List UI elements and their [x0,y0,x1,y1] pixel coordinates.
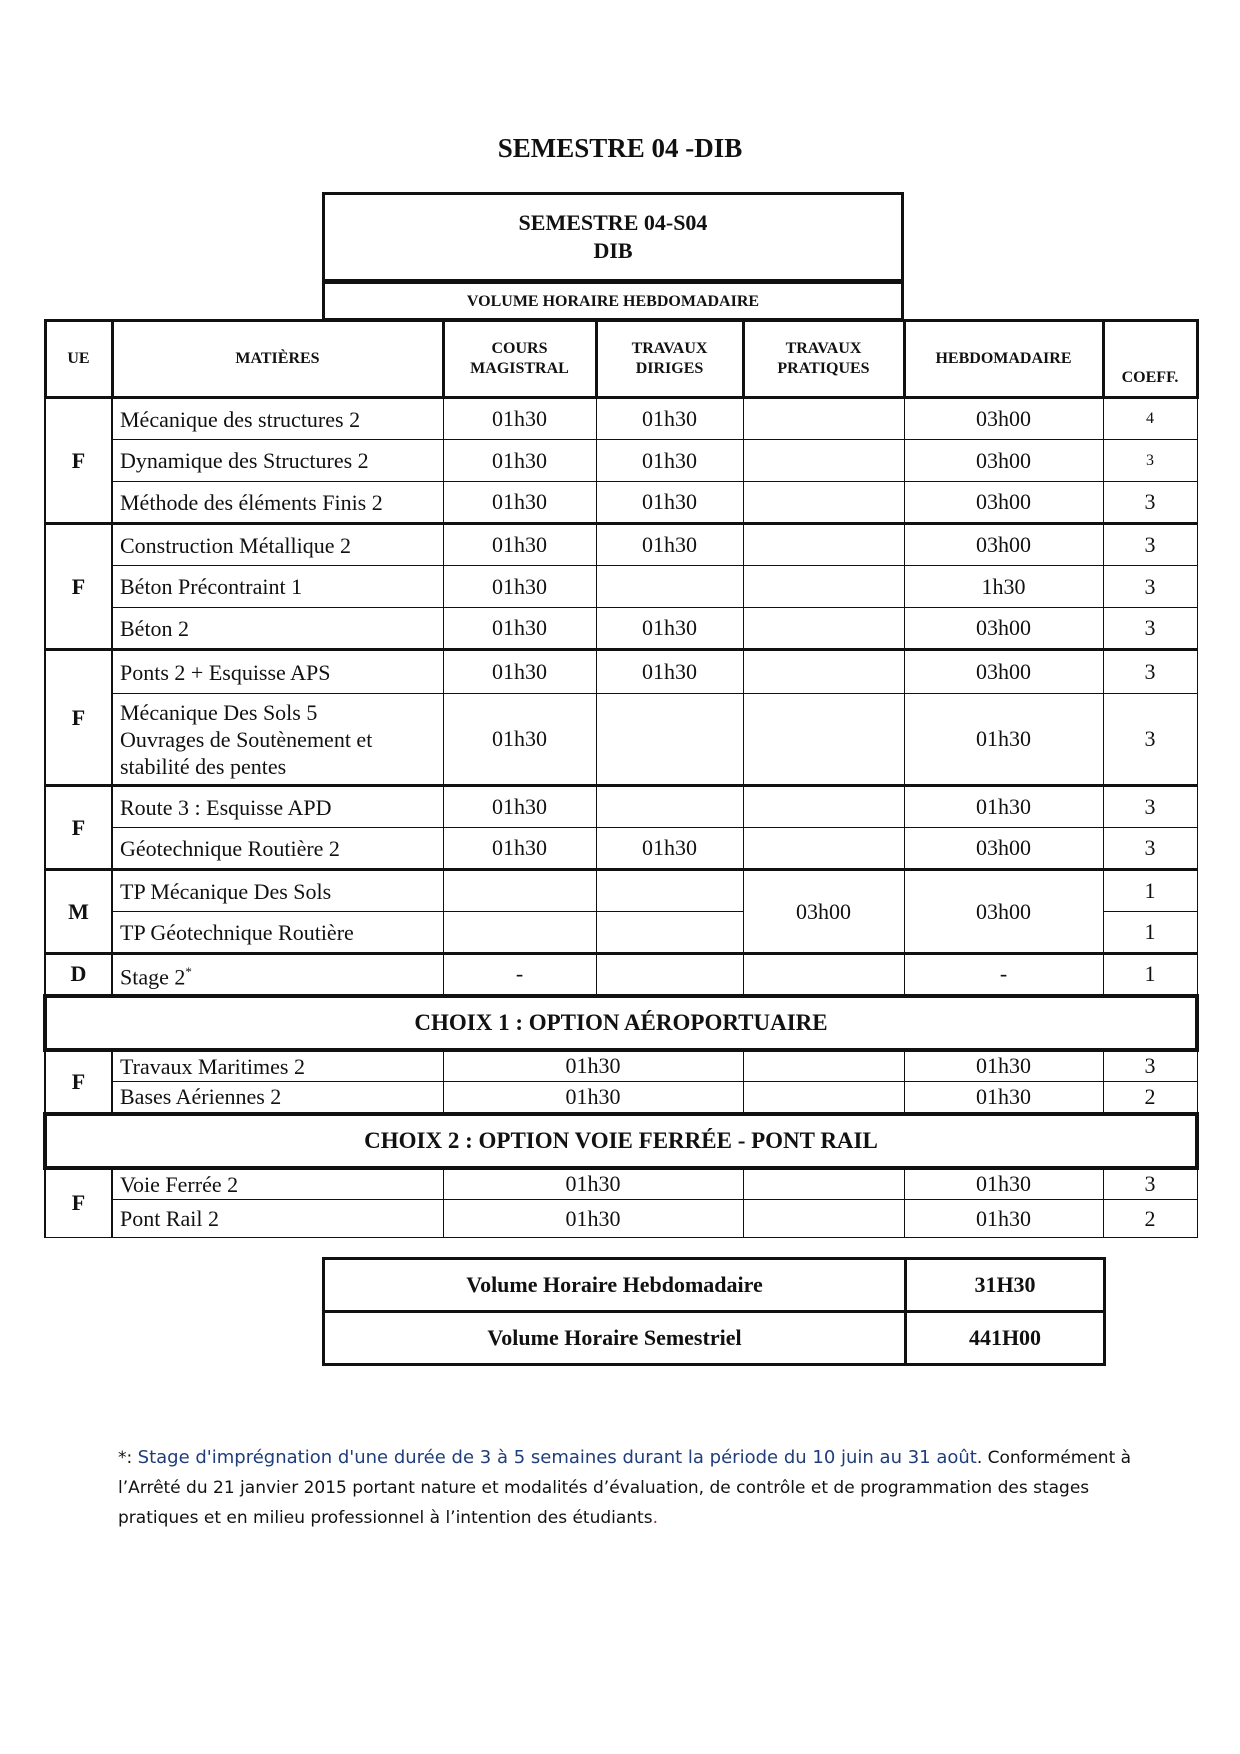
matiere-cell: TP Mécanique Des Sols [112,870,443,912]
coeff-cell: 3 [1103,694,1197,786]
cours-cell: 01h30 [443,1168,743,1200]
ue-cell: F [45,786,112,870]
hebdo-cell: 01h30 [904,1050,1103,1082]
matiere-cell [112,954,443,996]
cours-cell: 01h30 [443,1082,743,1114]
matiere-cell: Dynamique des Structures 2 [112,440,443,482]
page-title: SEMESTRE 04 -DIB [497,133,743,163]
hebdo-cell: 03h00 [904,870,1103,954]
choice-header-row [45,996,1197,1050]
coeff-cell: 3 [1103,608,1197,650]
col-hebdomadaire: HEBDOMADAIRE [904,321,1103,398]
td-cell: 01h30 [596,608,743,650]
matiere-cell: Ponts 2 + Esquisse APS [112,650,443,694]
hebdo-cell: 01h30 [904,1168,1103,1200]
tp-cell [743,1200,904,1238]
cm-cell: 01h30 [443,566,596,608]
col-td-l1: TRAVAUX [631,340,708,357]
ue-cell: F [45,524,112,650]
coeff-cell: 3 [1103,1050,1197,1082]
coeff-cell: 3 [1103,650,1197,694]
tp-cell [743,954,904,996]
total-hebdo-row [324,1259,1105,1312]
matiere-cell: Pont Rail 2 [112,1200,443,1238]
col-ue: UE [45,321,112,398]
tp-cell [743,1082,904,1114]
hebdo-cell: 1h30 [904,566,1103,608]
course-table [43,319,1199,1238]
coeff-cell: 3 [1103,566,1197,608]
table-row [45,1082,1197,1114]
matiere-text: Stage 2 [120,964,186,990]
semester-program: DIB [593,238,633,263]
table-row [45,1200,1197,1238]
ue-cell: F [45,398,112,524]
matiere-cell [112,694,443,786]
hebdo-cell: 01h30 [904,1200,1103,1238]
tp-cell [743,566,904,608]
hebdo-cell: 03h00 [904,524,1103,566]
cm-cell [443,870,596,912]
coeff-cell: 3 [1103,524,1197,566]
td-cell: 01h30 [596,650,743,694]
matiere-line: Ouvrages de Soutènement et [120,726,373,752]
col-coeff: COEFF. [1103,321,1197,398]
table-row [45,1050,1197,1082]
ue-cell: F [45,1168,112,1238]
matiere-cell: Béton Précontraint 1 [112,566,443,608]
hebdo-cell: 03h00 [904,482,1103,524]
table-row [45,650,1197,694]
semester-header [322,192,904,282]
matiere-cell: Travaux Maritimes 2 [112,1050,443,1082]
tp-cell [743,694,904,786]
tp-cell [743,1050,904,1082]
matiere-line: Mécanique Des Sols 5 [120,699,318,725]
footnote-end: . [652,1508,658,1528]
choice-header-row [45,1114,1197,1168]
hebdo-cell: 01h30 [904,694,1103,786]
coeff-cell: 1 [1103,912,1197,954]
table-row [45,954,1197,996]
cours-cell: 01h30 [443,1050,743,1082]
footnote [118,1443,1168,1533]
coeff-cell: 1 [1103,870,1197,912]
cm-cell: 01h30 [443,440,596,482]
matiere-cell: Route 3 : Esquisse APD [112,786,443,828]
col-tp-l2: PRATIQUES [777,360,870,377]
cm-cell: 01h30 [443,524,596,566]
tp-cell [743,828,904,870]
hebdo-cell: 03h00 [904,650,1103,694]
cours-cell: 01h30 [443,1200,743,1238]
matiere-cell: TP Géotechnique Routière [112,912,443,954]
table-row [45,1168,1197,1200]
td-cell [596,954,743,996]
td-cell [596,694,743,786]
coeff-cell: 3 [1103,828,1197,870]
total-sem-row [324,1312,1105,1365]
choice-2-label: CHOIX 2 : OPTION VOIE FERRÉE - PONT RAIL [45,1114,1197,1168]
tp-cell [743,440,904,482]
total-sem-value: 441H00 [906,1312,1105,1365]
col-tp-l1: TRAVAUX [785,340,862,357]
cm-cell: 01h30 [443,694,596,786]
table-row [45,786,1197,828]
table-row [45,566,1197,608]
cm-cell: 01h30 [443,650,596,694]
cm-cell: 01h30 [443,828,596,870]
table-row [45,524,1197,566]
ue-cell: F [45,650,112,786]
table-row [45,828,1197,870]
totals-table [322,1257,1106,1366]
matiere-cell: Béton 2 [112,608,443,650]
semester-code: SEMESTRE 04-S04 [518,210,708,235]
hebdo-cell: 03h00 [904,398,1103,440]
td-cell: 01h30 [596,828,743,870]
cm-cell: 01h30 [443,786,596,828]
footnote-stage-text: Stage d'imprégnation d'une durée de 3 à 5 semaines durant la période du 10 juin au 31 août [137,1447,977,1468]
tp-cell: 03h00 [743,870,904,954]
total-hebdo-label: Volume Horaire Hebdomadaire [324,1259,906,1312]
tp-cell [743,482,904,524]
matiere-cell: Méthode des éléments Finis 2 [112,482,443,524]
col-cm-l1: COURS [491,340,548,357]
td-cell: 01h30 [596,398,743,440]
table-row [45,870,1197,912]
col-td-l2: DIRIGES [635,360,704,377]
td-cell [596,786,743,828]
tp-cell [743,1168,904,1200]
tp-cell [743,398,904,440]
matiere-cell: Bases Aériennes 2 [112,1082,443,1114]
hebdo-cell: 01h30 [904,786,1103,828]
footnote-sep: : [126,1448,138,1468]
table-row [45,398,1197,440]
total-sem-label: Volume Horaire Semestriel [324,1312,906,1365]
ue-cell: D [45,954,112,996]
tp-cell [743,786,904,828]
hebdo-cell: - [904,954,1103,996]
table-row [45,694,1197,786]
matiere-cell: Géotechnique Routière 2 [112,828,443,870]
hebdo-cell: 03h00 [904,608,1103,650]
table-row [45,440,1197,482]
td-cell: 01h30 [596,524,743,566]
total-hebdo-value: 31H30 [906,1259,1105,1312]
coeff-cell: 1 [1103,954,1197,996]
coeff-cell: 3 [1103,786,1197,828]
td-cell: 01h30 [596,482,743,524]
td-cell [596,870,743,912]
matiere-line: stabilité des pentes [120,753,287,779]
coeff-cell: 3 [1103,482,1197,524]
cm-cell: 01h30 [443,398,596,440]
matiere-cell: Voie Ferrée 2 [112,1168,443,1200]
table-row [45,482,1197,524]
ue-cell: F [45,1050,112,1114]
col-cm-l2: MAGISTRAL [470,360,569,377]
col-travaux-pratiques [743,321,904,398]
cm-cell: 01h30 [443,482,596,524]
matiere-cell: Construction Métallique 2 [112,524,443,566]
footnote-legal-text: . Conformément à l’Arrêté du 21 janvier 2015 portant nature et modalités d’évaluation, de contrôle et de programmation des stages pratiques et en milieu professionnel à l’intention des étudiants [118,1448,1132,1528]
td-cell [596,566,743,608]
tp-cell [743,608,904,650]
table-header-row [45,321,1197,398]
td-cell [596,912,743,954]
tp-cell [743,524,904,566]
coeff-cell: 3 [1103,440,1197,482]
hebdo-cell: 03h00 [904,828,1103,870]
choice-1-label: CHOIX 1 : OPTION AÉROPORTUAIRE [45,996,1197,1050]
tp-cell [743,650,904,694]
hebdo-cell: 01h30 [904,1082,1103,1114]
td-cell: 01h30 [596,440,743,482]
coeff-cell: 2 [1103,1200,1197,1238]
col-cours-magistral [443,321,596,398]
footnote-star: * [118,1448,127,1468]
coeff-cell: 3 [1103,1168,1197,1200]
cm-cell [443,912,596,954]
matiere-cell: Mécanique des structures 2 [112,398,443,440]
col-matieres: MATIÈRES [112,321,443,398]
table-row [45,608,1197,650]
cm-cell: - [443,954,596,996]
cm-cell: 01h30 [443,608,596,650]
volume-header: VOLUME HORAIRE HEBDOMADAIRE [322,281,904,321]
col-travaux-diriges [596,321,743,398]
footnote-marker: * [185,964,192,980]
hebdo-cell: 03h00 [904,440,1103,482]
coeff-cell: 4 [1103,398,1197,440]
coeff-cell: 2 [1103,1082,1197,1114]
ue-cell: M [45,870,112,954]
